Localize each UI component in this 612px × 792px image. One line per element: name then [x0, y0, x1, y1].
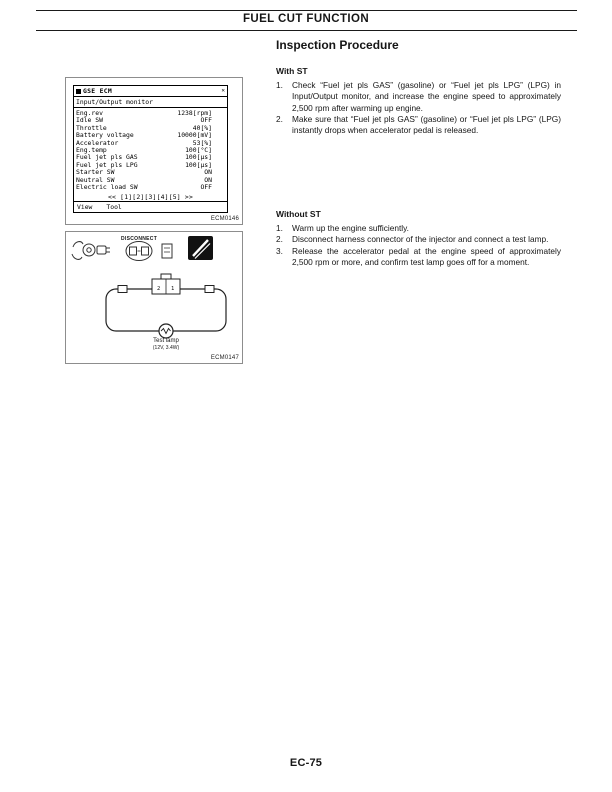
page-number: EC-75 [289, 757, 323, 769]
disconnect-label: DISCONNECT [121, 236, 158, 242]
row-label: Battery voltage [76, 131, 134, 140]
row-label: Eng.rev [76, 109, 103, 117]
row-value: 100[μs] [185, 153, 212, 162]
figure-caption: ECM0146 [210, 216, 239, 222]
step-text: Check “Fuel jet pls GAS” (gasoline) or “Fuel jet pls LPG” (LPG) in Input/Output monitor, and increase the engine speed to approximately 2,500 rpm after warming up engine. [292, 80, 561, 113]
row-label: Electric load SW [76, 182, 138, 191]
page-header-title: FUEL CUT FUNCTION [242, 13, 370, 25]
row-value: 100[μs] [185, 160, 212, 169]
row-label: Fuel jet pls LPG [76, 160, 138, 169]
step-item [276, 223, 561, 234]
fuse-badge-icon [162, 244, 172, 258]
header-rule-bottom [36, 30, 577, 31]
disconnect-connector-icon [126, 242, 152, 261]
step-number: 2. [276, 234, 283, 245]
step-number: 2. [276, 113, 283, 124]
step-item [276, 80, 561, 114]
ecm-monitor-screen [73, 85, 228, 213]
row-value: 10000[mV] [177, 131, 212, 140]
step-text: Make sure that “Fuel jet pls GAS” (gasoline) or “Fuel jet pls LPG” (LPG) instantly drops when accelerator pedal is released. [292, 113, 561, 136]
row-value: 1238[rpm] [177, 109, 212, 117]
row-label: Neutral SW [76, 175, 115, 184]
row-label: Accelerator [76, 138, 119, 147]
monitor-row [76, 184, 225, 191]
section-title: Inspection Procedure [276, 38, 399, 52]
figure-test-lamp [65, 231, 243, 364]
step-item [276, 246, 561, 269]
with-st-heading: With ST [276, 66, 308, 76]
step-item [276, 234, 561, 245]
tools-icon [188, 236, 213, 260]
row-value: OFF [200, 116, 212, 125]
without-st-block [276, 209, 561, 268]
step-text: Release the accelerator pedal at the engine speed of approximately 2,500 rpm or more, and confirm test lamp goes off for a moment. [292, 245, 561, 267]
monitor-menubar [74, 201, 227, 212]
monitor-subtitle: Input/Output monitor [74, 97, 227, 108]
step-text: Disconnect harness connector of the injector and connect a test lamp. [292, 234, 549, 245]
without-st-steps [276, 223, 561, 268]
row-label: Throttle [76, 123, 107, 132]
with-st-steps [276, 80, 561, 136]
step-text: Warm up the engine sufficiently. [292, 223, 409, 233]
figure-ecm-monitor [65, 77, 243, 225]
step-number: 1. [276, 223, 283, 233]
step-number: 3. [276, 245, 283, 256]
procedure-column [276, 38, 561, 267]
test-lamp-circuit [106, 274, 226, 338]
step-number: 1. [276, 80, 283, 90]
connector-pin-right: 1 [171, 286, 175, 292]
without-st-heading: Without ST [276, 209, 321, 219]
monitor-titlebar [74, 86, 227, 97]
row-value: ON [204, 168, 212, 177]
row-value: 100[°C] [185, 145, 212, 154]
connector-pin-left: 2 [157, 286, 161, 292]
test-lamp-label: Test lamp [153, 338, 179, 344]
window-square-icon [76, 89, 81, 94]
row-value: 40[%] [192, 123, 212, 132]
engine-connector-cartoon-icon [72, 242, 110, 260]
row-label: Idle SW [76, 116, 103, 125]
step-item [276, 114, 561, 137]
row-value: OFF [200, 182, 212, 191]
menu-tool: Tool [106, 203, 122, 211]
row-label: Starter SW [76, 168, 115, 177]
menu-view: View [77, 203, 93, 211]
test-lamp-spec: (12V, 3.4W) [152, 345, 180, 351]
row-value: ON [204, 175, 212, 184]
row-label: Fuel jet pls GAS [76, 153, 138, 162]
close-icon: ✕ [221, 87, 225, 94]
monitor-window-title: GSE ECM [83, 87, 113, 95]
monitor-pager: << [1][2][3][4][5] >> [108, 193, 193, 201]
row-label: Eng.temp [76, 145, 107, 154]
monitor-rows [74, 108, 227, 193]
row-value: 53[%] [192, 138, 212, 147]
figure-caption: ECM0147 [210, 355, 239, 361]
header-rule-top [36, 10, 577, 11]
